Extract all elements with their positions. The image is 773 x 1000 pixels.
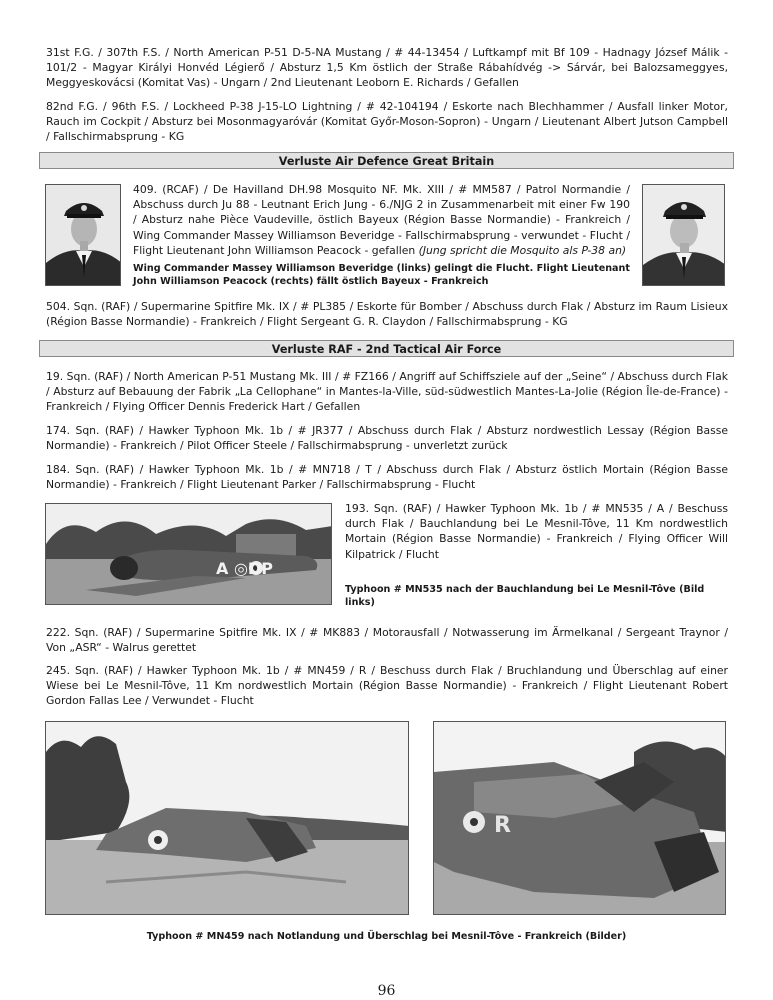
entry-409-text: 409. (RCAF) / De Havilland DH.98 Mosquito NF. Mk. XIII / # MM587 / Patrol Normandie / Abschuss durch Ju 88 - Leutnant Erich Jung - 6./NJG 2 in Zusammenarbeit mit einer Fw 190 / Absturz nahe Pièce Vaudeville, östlich Bayeux (Région Basse Normandie) - Frankreich / Wing Commander Massey Williamson Beveridge - Fallschirmabsprung - verwundet - Flucht / Flight Lieutenant John Williamson Peacock - gefallen (133, 183, 630, 257)
entry-409-rcaf (133, 182, 630, 258)
entry-504-sqn: 504. Sqn. (RAF) / Supermarine Spitfire Mk. IX / # PL385 / Eskorte für Bomber / Abschuss durch Flak / Absturz im Raum Lisieux (Région Basse Normandie) - Frankreich / Flight Sergeant G. R. Claydon / Fallschirmabsprung - KG (46, 300, 728, 329)
section-header-2taf: Verluste RAF - 2nd Tactical Air Force (39, 340, 734, 357)
page-number: 96 (377, 983, 396, 999)
caption-mn459: Typhoon # MN459 nach Notlandung und Überschlag bei Mesnil-Tôve - Frankreich (Bilder) (146, 931, 627, 942)
portrait-peacock-photo (642, 184, 725, 286)
portrait-beveridge-photo (45, 184, 121, 286)
typhoon-mn535-photo (45, 503, 332, 605)
svg-text:R: R (494, 813, 511, 838)
entry-245-sqn: 245. Sqn. (RAF) / Hawker Typhoon Mk. 1b / # MN459 / R / Beschuss durch Flak / Bruchlandung und Überschlag auf einer Wiese bei Le Mesnil-Tôve, 11 Km nordwestlich Mortain (Région Basse Normandie) - Frankreich / Flight Lieutenant Robert Gordon Fallas Lee / Verwundet - Flucht (46, 664, 728, 708)
entry-222-sqn: 222. Sqn. (RAF) / Supermarine Spitfire Mk. IX / # MK883 / Motorausfall / Notwasserung im Ärmelkanal / Sergeant Traynor / Von „ASR“ - Walrus gerettet (46, 626, 728, 655)
entry-82nd-fg: 82nd F.G. / 96th F.S. / Lockheed P-38 J-15-LO Lightning / # 42-104194 / Eskorte nach Blechhammer / Ausfall linker Motor, Rauch im Cockpit / Absturz bei Mosonmagyaróvár (Komitat Győr-Moson-Sopron) - Ungarn / Lieutenant Albert Jutson Campbell / Fallschirmabsprung - KG (46, 100, 728, 144)
entry-184-sqn: 184. Sqn. (RAF) / Hawker Typhoon Mk. 1b / # MN718 / T / Abschuss durch Flak / Absturz östlich Mortain (Région Basse Normandie) - Frankreich / Flight Lieutenant Parker / Fallschirmabsprung - Flucht (46, 463, 728, 492)
aircraft-code: A ◎DP (216, 559, 273, 578)
entry-31st-fg: 31st F.G. / 307th F.S. / North American P-51 D-5-NA Mustang / # 44-13454 / Luftkampf mit Bf 109 - Hadnagy József Málik - 101/2 - Magyar Királyi Honvéd Légierő / Absturz 1,5 Km östlich der Straße Rábahídvég -> Sárvár, bei Balozsameggyes, Meggyeskovácsi (Komitat Vas) - Ungarn / 2nd Lieutenant Leoborn E. Richards / Gefallen (46, 46, 728, 90)
entry-174-sqn: 174. Sqn. (RAF) / Hawker Typhoon Mk. 1b / # JR377 / Abschuss durch Flak / Absturz nordwestlich Lessay (Région Basse Normandie) - Frankreich / Pilot Officer Steele / Fallschirmabsprung - unverletzt zurück (46, 424, 728, 453)
portrait-caption: Wing Commander Massey Williamson Beveridge (links) gelingt die Flucht. Flight Lieutenant John Williamson Peacock (rechts) fällt östlich Bayeux - Frankreich (133, 263, 630, 287)
entry-19-sqn: 19. Sqn. (RAF) / North American P-51 Mustang Mk. III / # FZ166 / Angriff auf Schiffsziele auf der „Seine“ / Abschuss durch Flak / Absturz auf Bebauung der Fabrik „La Cellophane“ in Mantes-la-Ville, süd-südwestlich Mantes-La-Jolie (Région Île-de-France) - Frankreich / Flying Officer Dennis Frederick Hart / Gefallen (46, 370, 728, 414)
typhoon-mn459-photo-right (433, 721, 726, 915)
caption-mn535: Typhoon # MN535 nach der Bauchlandung bei Le Mesnil-Tôve (Bild links) (345, 584, 705, 608)
typhoon-mn459-photo-left (45, 721, 409, 915)
entry-193-sqn: 193. Sqn. (RAF) / Hawker Typhoon Mk. 1b / # MN535 / A / Beschuss durch Flak / Bauchlandung bei Le Mesnil-Tôve, 11 Km nordwestlich Mortain (Région Basse Normandie) - Frankreich / Flying Officer Will Kilpatrick / Flucht (345, 502, 728, 561)
section-header-adgb: Verluste Air Defence Great Britain (39, 152, 734, 169)
entry-409-note: (Jung spricht die Mosquito als P-38 an) (418, 243, 627, 257)
